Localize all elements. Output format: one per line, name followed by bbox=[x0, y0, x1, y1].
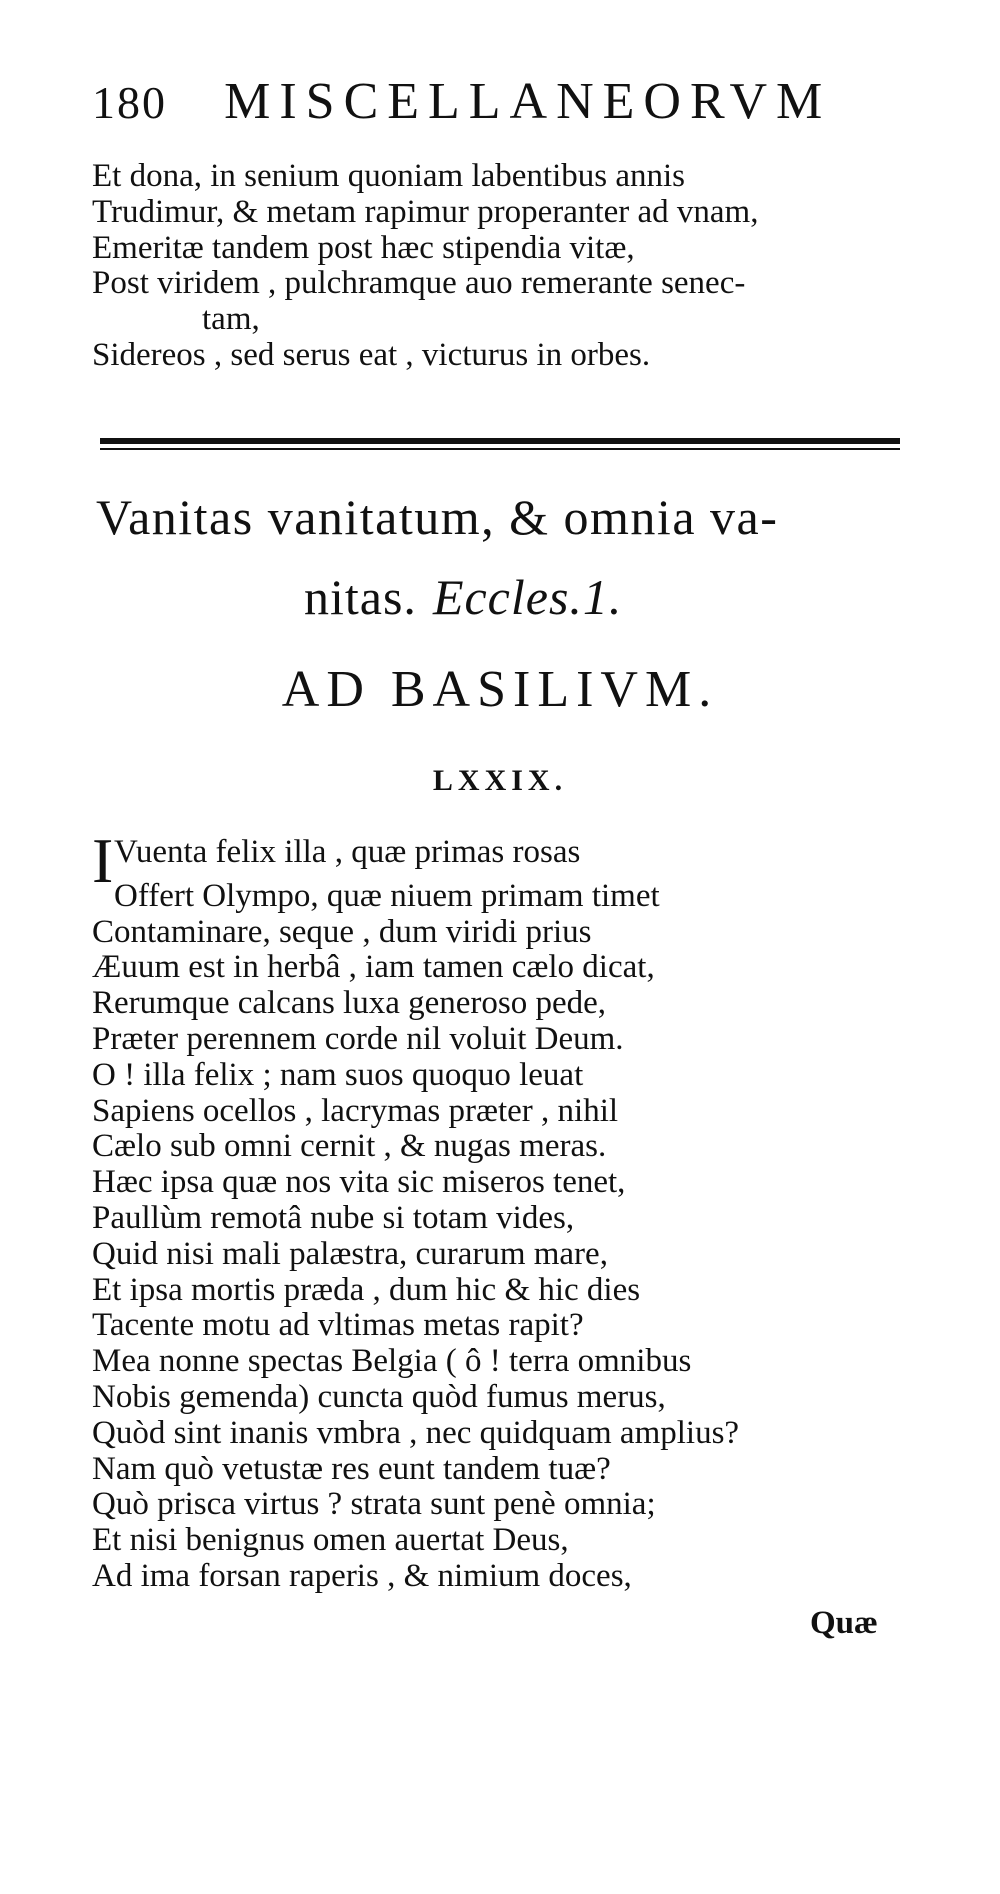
verse-line: Nobis gemenda) cuncta quòd fumus merus, bbox=[92, 1378, 666, 1415]
verse-line: Offert Olympo, quæ niuem primam timet bbox=[114, 877, 660, 914]
section-divider-rule-thin bbox=[100, 448, 900, 450]
poem-title-line-1: Vanitas vanitatum, & omnia va- bbox=[96, 489, 779, 545]
verse-line: Mea nonne spectas Belgia ( ô ! terra omnibus bbox=[92, 1343, 692, 1380]
verse-line: Cælo sub omni cernit , & nugas meras. bbox=[92, 1128, 607, 1165]
verse-line: Quid nisi mali palæstra, curarum mare, bbox=[92, 1235, 608, 1272]
verse-line: Et ipsa mortis præda , dum hic & hic dies bbox=[92, 1271, 641, 1308]
verse-line: Rerumque calcans luxa generoso pede, bbox=[92, 985, 607, 1022]
scripture-citation: Eccles.1. bbox=[432, 569, 623, 625]
verse-line: Hæc ipsa quæ nos vita sic miseros tenet, bbox=[92, 1164, 626, 1201]
running-head bbox=[92, 72, 852, 142]
verse-line: Æuum est in herbâ , iam tamen cælo dicat, bbox=[92, 949, 655, 986]
poem-title-line-2-text: nitas. bbox=[304, 569, 417, 625]
verse-line: Contaminare, seque , dum viridi prius bbox=[92, 913, 592, 950]
previous-poem-ending bbox=[92, 159, 902, 374]
verse-line: Emeritæ tandem post hæc stipendia vitæ, bbox=[92, 229, 635, 266]
poem-title-line-2 bbox=[304, 568, 622, 626]
verse-line: Trudimur, & metam rapimur properanter ad vnam, bbox=[92, 193, 759, 230]
main-poem bbox=[92, 825, 902, 1595]
first-line-text: Vuenta felix illa , quæ primas rosas bbox=[114, 834, 581, 870]
running-title: MISCELLANEORVM bbox=[224, 73, 832, 130]
page-number: 180 bbox=[92, 77, 167, 128]
verse-line-continuation: tam, bbox=[202, 301, 260, 338]
catchword: Quæ bbox=[810, 1605, 878, 1641]
verse-line: Sidereos , sed serus eat , victurus in orbes. bbox=[92, 336, 651, 373]
verse-line: Nam quò vetustæ res eunt tandem tuæ? bbox=[92, 1450, 611, 1487]
verse-line: Et dona, in senium quoniam labentibus annis bbox=[92, 158, 686, 194]
verse-line: Tacente motu ad vltimas metas rapit? bbox=[92, 1307, 584, 1344]
verse-line: Quò prisca virtus ? strata sunt penè omnia; bbox=[92, 1486, 656, 1523]
verse-line: Post viridem , pulchramque auo remerante senec- bbox=[92, 265, 746, 302]
drop-capital: I bbox=[92, 825, 114, 896]
poem-number: LXXIX. bbox=[432, 764, 568, 797]
verse-line: Quòd sint inanis vmbra , nec quidquam amplius? bbox=[92, 1414, 740, 1451]
verse-line: Ad ima forsan raperis , & nimium doces, bbox=[92, 1557, 632, 1594]
verse-line: Sapiens ocellos , lacrymas præter , nihil bbox=[92, 1092, 619, 1129]
verse-line: Præter perennem corde nil voluit Deum. bbox=[92, 1020, 624, 1057]
verse-line: O ! illa felix ; nam suos quoquo leuat bbox=[92, 1056, 584, 1093]
verse-line: Paullùm remotâ nube si totam vides, bbox=[92, 1199, 575, 1236]
section-divider-rule bbox=[100, 438, 900, 444]
verse-line: Et nisi benignus omen auertat Deus, bbox=[92, 1522, 569, 1559]
dedication-heading: AD BASILIVM. bbox=[281, 661, 719, 718]
